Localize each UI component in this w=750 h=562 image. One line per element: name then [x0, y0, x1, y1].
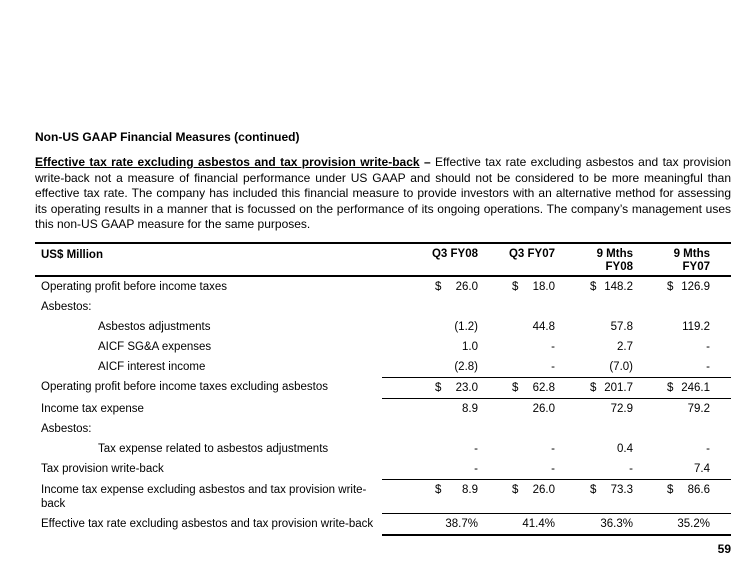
row-label: Tax expense related to asbestos adjustments — [98, 442, 329, 455]
value-cell: 36.3% — [600, 517, 633, 530]
dollar-sign: $ — [512, 483, 519, 496]
table-unit-header: US$ Million — [41, 248, 103, 261]
paragraph-lead-phrase: Effective tax rate excluding asbestos and tax provision write-back — [35, 155, 420, 169]
dollar-sign: $ — [512, 280, 519, 293]
column-header: Q3 FY07 — [508, 247, 555, 260]
value-cell: 8.9 — [462, 402, 478, 415]
table-row — [35, 459, 731, 480]
table-row — [35, 337, 731, 357]
page-title: Non-US GAAP Financial Measures (continued) — [35, 130, 300, 144]
value-cell: 119.2 — [682, 320, 710, 333]
value-cell: 26.0 — [532, 402, 555, 415]
value-cell: $ 26.0 — [512, 483, 555, 496]
table-column-headers — [382, 244, 731, 275]
row-values — [382, 297, 731, 317]
value-cell: $ 86.6 — [667, 483, 710, 496]
row-label: Income tax expense excluding asbestos and tax provision write-back — [41, 483, 367, 510]
value-cell: 44.8 — [532, 320, 555, 333]
row-label: Operating profit before income taxes excluding asbestos — [41, 380, 329, 393]
table-row — [35, 317, 731, 337]
row-values — [382, 399, 731, 419]
table-row — [35, 297, 731, 317]
row-label: Income tax expense — [41, 402, 144, 415]
row-values — [382, 419, 731, 439]
column-header: Q3 FY08 — [431, 247, 478, 260]
dollar-sign: $ — [435, 280, 442, 293]
page-number: 59 — [717, 542, 731, 556]
value-cell: $ 73.3 — [590, 483, 633, 496]
dollar-sign: $ — [667, 280, 674, 293]
value-cell: - — [474, 442, 478, 455]
value-cell: 7.4 — [694, 462, 710, 475]
row-label: Tax provision write-back — [41, 462, 164, 475]
column-header: 9 Mths FY08 — [596, 247, 633, 273]
value-cell: (1.2) — [454, 320, 478, 333]
value-cell: 0.4 — [617, 442, 633, 455]
table-row — [35, 399, 731, 419]
row-label: Asbestos: — [41, 422, 92, 435]
value-cell: - — [474, 462, 478, 475]
row-values — [382, 357, 731, 377]
row-label: Operating profit before income taxes — [41, 280, 228, 293]
paragraph-dash: – — [419, 155, 436, 169]
value-cell: 38.7% — [445, 517, 478, 530]
value-cell: $ 26.0 — [435, 280, 478, 293]
value-cell: $ 23.0 — [435, 381, 478, 394]
value-cell: - — [706, 340, 710, 353]
value-cell: 41.4% — [522, 517, 555, 530]
dollar-sign: $ — [435, 381, 442, 394]
value-cell: - — [629, 462, 633, 475]
dollar-sign: $ — [590, 381, 597, 394]
column-header: 9 Mths FY07 — [673, 247, 710, 273]
value-cell: - — [551, 462, 555, 475]
table-row — [35, 480, 731, 514]
dollar-sign: $ — [590, 280, 597, 293]
dollar-sign: $ — [512, 381, 519, 394]
dollar-sign: $ — [435, 483, 442, 496]
dollar-sign: $ — [667, 483, 674, 496]
table-row — [35, 514, 731, 536]
value-cell: $ 246.1 — [667, 381, 710, 394]
row-label: AICF SG&A expenses — [98, 340, 212, 353]
paragraph-body: Effective tax rate excluding asbestos and tax provision write-back not a measure of financial performance under US GAAP and should not be considered to be more meaningful than effective tax rate. The company has included this financial measure to provide investors with an alternative method for assessing its operating results in a manner that is focussed on the performance of its ongoing operations. The company’s management uses this non-US GAAP measure for the same purposes. — [35, 155, 732, 232]
value-cell: - — [706, 360, 710, 373]
row-values — [382, 439, 731, 459]
financial-table — [35, 242, 731, 536]
value-cell: 1.0 — [462, 340, 478, 353]
table-header-row — [35, 242, 731, 277]
row-values — [382, 317, 731, 337]
intro-paragraph — [35, 155, 731, 233]
value-cell: (2.8) — [454, 360, 478, 373]
value-cell: $ 126.9 — [667, 280, 710, 293]
row-label: Effective tax rate excluding asbestos and tax provision write-back — [41, 517, 374, 530]
row-values — [382, 277, 731, 297]
row-label: Asbestos adjustments — [98, 320, 211, 333]
value-cell: $ 18.0 — [512, 280, 555, 293]
value-cell: (7.0) — [609, 360, 633, 373]
row-label: Asbestos: — [41, 300, 92, 313]
value-cell: $ 8.9 — [435, 483, 478, 496]
table-row — [35, 277, 731, 297]
row-values — [382, 514, 731, 536]
value-cell: 35.2% — [677, 517, 710, 530]
table-row — [35, 439, 731, 459]
table-row — [35, 357, 731, 377]
value-cell: $ 62.8 — [512, 381, 555, 394]
value-cell: 72.9 — [610, 402, 633, 415]
row-values — [382, 480, 731, 514]
value-cell: 57.8 — [610, 320, 633, 333]
row-values — [382, 459, 731, 480]
table-row — [35, 419, 731, 439]
value-cell: 79.2 — [687, 402, 710, 415]
value-cell: - — [706, 442, 710, 455]
value-cell: $ 148.2 — [590, 280, 633, 293]
row-values — [382, 337, 731, 357]
row-values — [382, 377, 731, 399]
value-cell: - — [551, 340, 555, 353]
value-cell: $ 201.7 — [590, 381, 633, 394]
dollar-sign: $ — [590, 483, 597, 496]
value-cell: - — [551, 442, 555, 455]
value-cell: - — [551, 360, 555, 373]
dollar-sign: $ — [667, 381, 674, 394]
row-label: AICF interest income — [98, 360, 206, 373]
table-row — [35, 377, 731, 399]
table-body — [35, 277, 731, 536]
value-cell: 2.7 — [617, 340, 633, 353]
